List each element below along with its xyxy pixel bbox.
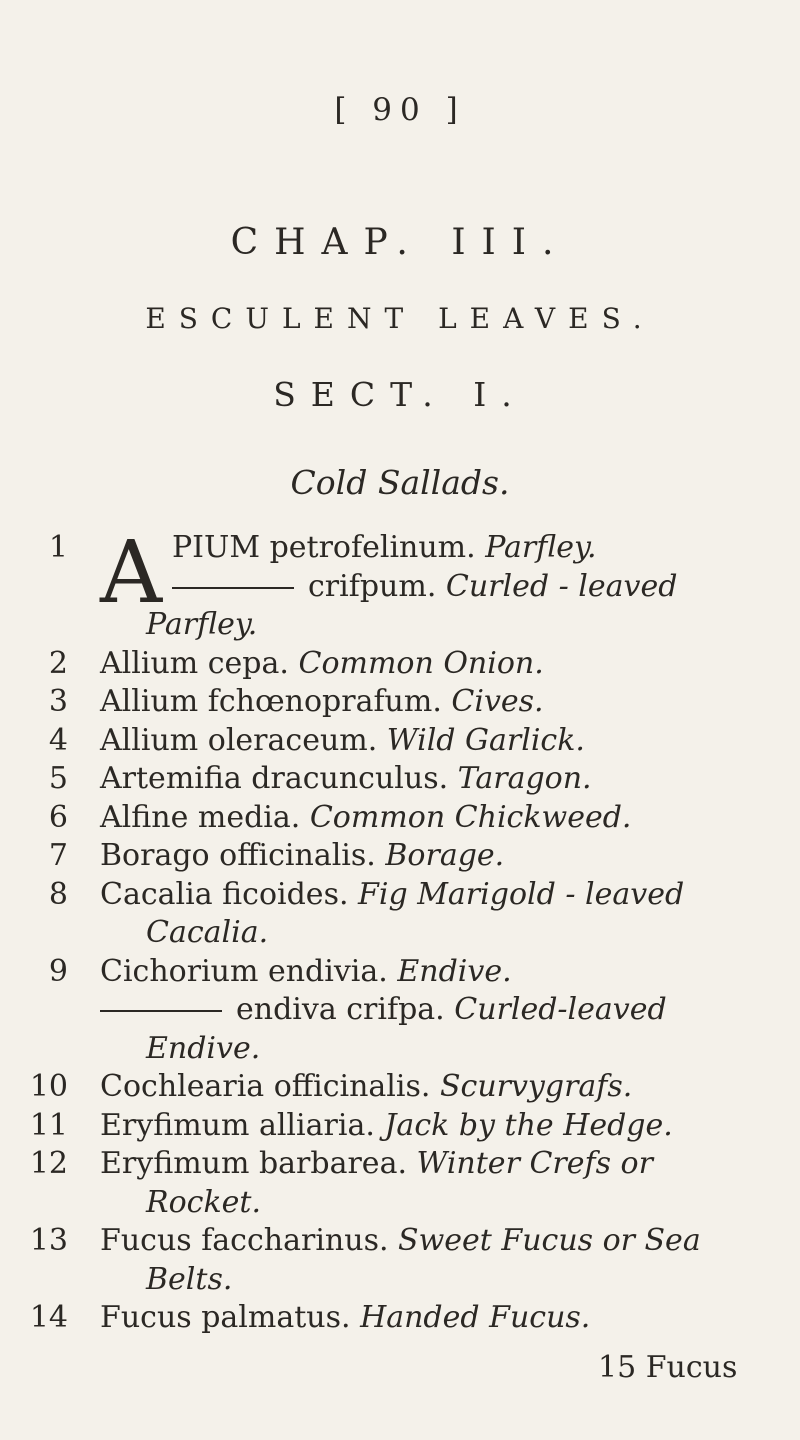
entry-number: 4 — [48, 722, 68, 758]
english-name-continued: Cacalia. — [146, 915, 269, 950]
english-name: Borage. — [385, 838, 505, 873]
latin-name: Cochlearia officinalis. — [100, 1069, 440, 1104]
ditto-rule — [172, 587, 294, 589]
page-number: [ 90 ] — [334, 92, 466, 128]
entry-number: 9 — [48, 953, 68, 989]
entry-number: 7 — [48, 838, 68, 873]
section-subtitle: Cold Sallads. — [290, 463, 510, 502]
entry-number: 3 — [48, 684, 68, 719]
entry-number: 14 — [29, 1300, 68, 1335]
english-name-continued: Belts. — [146, 1261, 233, 1297]
entry-number: 10 — [29, 1069, 68, 1104]
entry-text — [100, 684, 544, 719]
english-name: Cives. — [451, 684, 544, 719]
latin-name: Eryfimum barbarea. — [100, 1146, 417, 1181]
english-name-continued: Rocket. — [146, 1184, 261, 1220]
ditto-rule — [100, 1010, 222, 1012]
english-name: Sweet Fucus or Sea — [398, 1223, 701, 1258]
latin-name: Allium cepa. — [100, 645, 299, 681]
english-name: Jack by the Hedge. — [384, 1107, 673, 1143]
entry-text — [100, 877, 684, 912]
entry-text — [100, 1146, 653, 1181]
english-name: Parfley. — [485, 530, 597, 565]
entry-text — [100, 761, 592, 796]
latin-name: Eryfimum alliaria. — [100, 1107, 385, 1143]
entry-text — [172, 530, 597, 565]
entry-number: 12 — [29, 1146, 68, 1181]
latin-name: Cacalia ficoides. — [100, 876, 359, 912]
latin-name: Alfine media. — [100, 799, 310, 835]
entry-number: 6 — [48, 799, 68, 835]
latin-name: PIUM petrofelinum. — [172, 530, 486, 565]
entry-text — [100, 838, 504, 873]
english-name: Common Onion. — [298, 645, 544, 681]
english-name: Fig Marigold - leaved — [358, 876, 685, 912]
latin-name: Fucus faccharinus. — [100, 1223, 399, 1258]
entry-text — [100, 1069, 632, 1104]
english-name: Winter Crefs or — [416, 1146, 653, 1181]
entry-text — [100, 992, 667, 1027]
entry-text — [100, 646, 544, 681]
latin-name: Borago officinalis. — [100, 838, 386, 873]
latin-name: Allium oleraceum. — [100, 722, 387, 758]
entry-number: 5 — [48, 761, 68, 796]
section-heading: SECT. I. — [273, 375, 527, 414]
drop-cap: A — [100, 523, 163, 623]
entry-text — [100, 1108, 673, 1143]
latin-name: endiva crifpa. — [236, 992, 455, 1027]
entry-number: 2 — [48, 645, 68, 681]
entry-number: 13 — [29, 1223, 68, 1258]
chapter-heading: CHAP. III. — [230, 222, 570, 263]
english-name: Handed Fucus. — [360, 1300, 591, 1335]
latin-name: Artemifia dracunculus. — [100, 761, 458, 796]
english-name: Taragon. — [457, 761, 592, 796]
catchword: 15 Fucus — [598, 1350, 738, 1385]
latin-name: Fucus palmatus. — [100, 1300, 361, 1335]
entry-text — [100, 954, 512, 989]
latin-name: crifpum. — [308, 568, 446, 604]
latin-name: Cichorium endivia. — [100, 953, 398, 989]
english-name: Common Chickweed. — [309, 799, 632, 835]
entry-text — [172, 569, 677, 604]
english-name-continued: Endive. — [146, 1030, 261, 1066]
entry-text — [100, 1223, 701, 1258]
english-name: Curled - leaved — [445, 568, 678, 604]
english-name: Wild Garlick. — [386, 722, 585, 758]
entry-text — [100, 800, 631, 835]
english-name: Curled-leaved — [454, 992, 667, 1027]
entry-text — [100, 723, 585, 758]
english-name: Scurvygrafs. — [439, 1069, 633, 1104]
english-name: Endive. — [397, 953, 512, 989]
chapter-title: ESCULENT LEAVES. — [145, 302, 655, 335]
entry-text — [100, 1300, 590, 1335]
entry-number: 8 — [48, 876, 68, 912]
english-name-continued: Parfley. — [146, 607, 258, 642]
entry-number: 1 — [48, 530, 68, 565]
latin-name: Allium fchœnoprafum. — [100, 684, 452, 719]
entry-number: 11 — [29, 1107, 68, 1143]
